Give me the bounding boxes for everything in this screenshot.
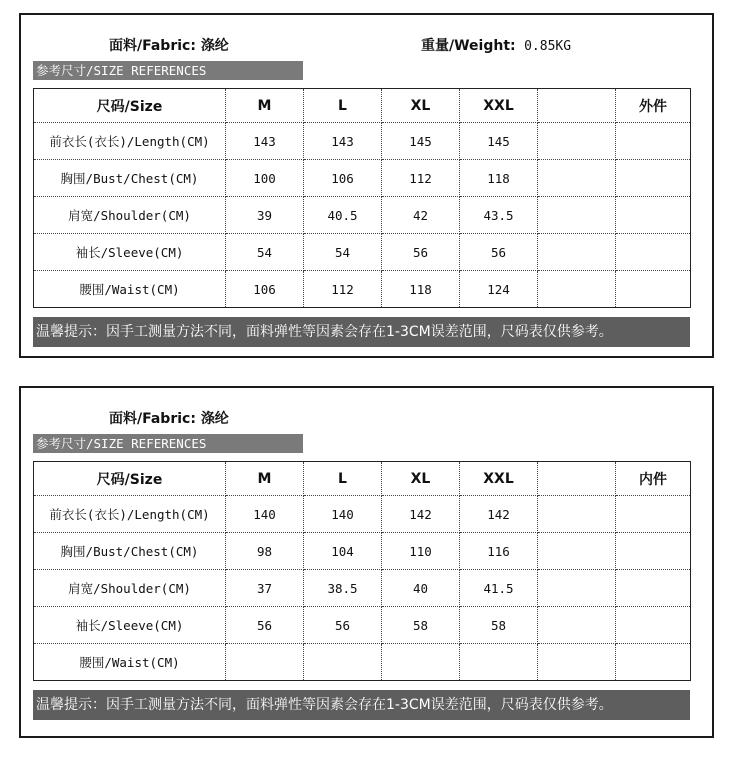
table-cell: 38.5 <box>304 570 382 607</box>
table-cell: 56 <box>304 607 382 644</box>
size-table <box>33 461 691 681</box>
table-cell: 142 <box>382 496 460 533</box>
size-table <box>33 88 691 308</box>
weight-value: 0.85KG <box>524 39 572 54</box>
fabric-label: 面料/Fabric: <box>109 38 196 54</box>
table-cell: 56 <box>382 234 460 271</box>
table-cell: 37 <box>226 570 304 607</box>
table-row <box>34 197 691 234</box>
table-cell <box>616 160 691 197</box>
table-cell: 42 <box>382 197 460 234</box>
table-cell: 116 <box>460 533 538 570</box>
row-label: 肩宽/Shoulder(CM) <box>34 197 226 234</box>
table-cell: 124 <box>460 271 538 308</box>
table-cell: 140 <box>226 496 304 533</box>
table-row <box>34 234 691 271</box>
table-cell: 40.5 <box>304 197 382 234</box>
table-cell: 39 <box>226 197 304 234</box>
table-header-row <box>34 89 691 123</box>
table-cell: 56 <box>460 234 538 271</box>
table-cell <box>616 570 691 607</box>
table-cell <box>538 123 616 160</box>
row-label: 袖长/Sleeve(CM) <box>34 234 226 271</box>
table-cell: 145 <box>382 123 460 160</box>
weight-info <box>421 35 571 55</box>
row-label: 前衣长(衣长)/Length(CM) <box>34 496 226 533</box>
table-cell <box>616 271 691 308</box>
row-label: 腰围/Waist(CM) <box>34 644 226 681</box>
table-row <box>34 160 691 197</box>
table-cell: 56 <box>226 607 304 644</box>
size-chart-panel-outer <box>19 13 714 358</box>
table-cell: 58 <box>382 607 460 644</box>
size-chart-panel-inner <box>19 386 714 738</box>
row-label: 胸围/Bust/Chest(CM) <box>34 160 226 197</box>
table-row <box>34 644 691 681</box>
header-blank <box>538 89 616 123</box>
table-row <box>34 533 691 570</box>
table-cell: 100 <box>226 160 304 197</box>
table-cell <box>616 607 691 644</box>
header-l: L <box>304 462 382 496</box>
header-garment: 内件 <box>616 462 691 496</box>
fabric-line <box>21 408 712 430</box>
header-m: M <box>226 89 304 123</box>
fabric-label: 面料/Fabric: <box>109 411 196 427</box>
table-cell <box>538 271 616 308</box>
table-cell <box>538 160 616 197</box>
table-cell: 118 <box>382 271 460 308</box>
table-row <box>34 570 691 607</box>
table-cell: 98 <box>226 533 304 570</box>
header-size: 尺码/Size <box>34 462 226 496</box>
table-cell: 143 <box>226 123 304 160</box>
header-garment: 外件 <box>616 89 691 123</box>
table-cell: 106 <box>226 271 304 308</box>
table-cell: 143 <box>304 123 382 160</box>
measurement-tip: 温馨提示：因手工测量方法不同，面料弹性等因素会存在1-3CM误差范围，尺码表仅供参考。 <box>33 690 690 720</box>
table-cell: 104 <box>304 533 382 570</box>
size-references-title: 参考尺寸/SIZE REFERENCES <box>33 61 303 80</box>
table-cell: 41.5 <box>460 570 538 607</box>
table-cell: 43.5 <box>460 197 538 234</box>
header-m: M <box>226 462 304 496</box>
table-cell <box>616 496 691 533</box>
fabric-weight-line <box>21 35 712 57</box>
header-xxl: XXL <box>460 89 538 123</box>
size-references-title: 参考尺寸/SIZE REFERENCES <box>33 434 303 453</box>
table-cell <box>538 533 616 570</box>
row-label: 腰围/Waist(CM) <box>34 271 226 308</box>
fabric-value: 涤纶 <box>200 411 229 427</box>
table-cell <box>616 234 691 271</box>
table-cell: 142 <box>460 496 538 533</box>
header-xl: XL <box>382 89 460 123</box>
measurement-tip: 温馨提示：因手工测量方法不同，面料弹性等因素会存在1-3CM误差范围，尺码表仅供参考。 <box>33 317 690 347</box>
table-row <box>34 607 691 644</box>
row-label: 肩宽/Shoulder(CM) <box>34 570 226 607</box>
table-cell <box>616 197 691 234</box>
table-cell: 140 <box>304 496 382 533</box>
header-xl: XL <box>382 462 460 496</box>
table-cell: 112 <box>382 160 460 197</box>
table-cell <box>616 533 691 570</box>
table-cell: 106 <box>304 160 382 197</box>
table-cell <box>538 644 616 681</box>
header-size: 尺码/Size <box>34 89 226 123</box>
table-cell <box>538 197 616 234</box>
table-cell <box>460 644 538 681</box>
table-cell: 54 <box>304 234 382 271</box>
weight-label: 重量/Weight: <box>421 38 516 54</box>
table-cell <box>382 644 460 681</box>
fabric-value: 涤纶 <box>200 38 229 54</box>
fabric-info <box>109 408 229 428</box>
table-header-row <box>34 462 691 496</box>
table-cell <box>616 644 691 681</box>
table-row <box>34 123 691 160</box>
table-row <box>34 271 691 308</box>
header-l: L <box>304 89 382 123</box>
table-cell: 58 <box>460 607 538 644</box>
table-cell <box>616 123 691 160</box>
fabric-info <box>109 35 229 55</box>
row-label: 前衣长(衣长)/Length(CM) <box>34 123 226 160</box>
row-label: 袖长/Sleeve(CM) <box>34 607 226 644</box>
header-xxl: XXL <box>460 462 538 496</box>
table-cell <box>538 496 616 533</box>
table-cell <box>538 607 616 644</box>
table-cell <box>538 570 616 607</box>
table-cell: 40 <box>382 570 460 607</box>
table-cell: 112 <box>304 271 382 308</box>
table-row <box>34 496 691 533</box>
table-cell: 118 <box>460 160 538 197</box>
table-cell <box>304 644 382 681</box>
table-cell: 145 <box>460 123 538 160</box>
table-cell <box>226 644 304 681</box>
table-cell: 110 <box>382 533 460 570</box>
table-cell <box>538 234 616 271</box>
table-cell: 54 <box>226 234 304 271</box>
header-blank <box>538 462 616 496</box>
row-label: 胸围/Bust/Chest(CM) <box>34 533 226 570</box>
